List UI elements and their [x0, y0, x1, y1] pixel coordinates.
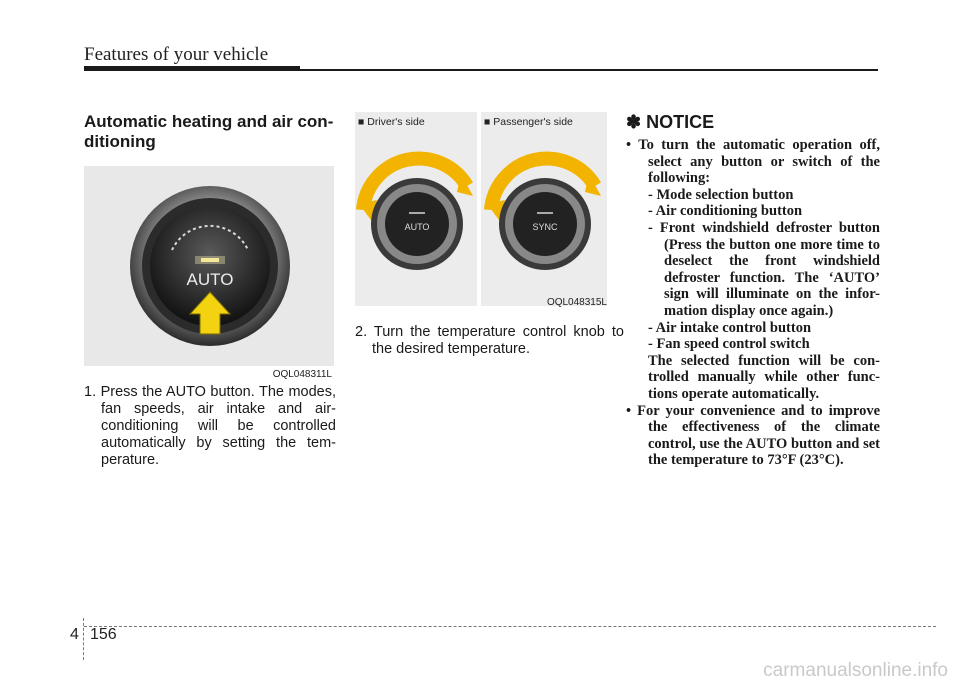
- notice-bullet-1-outro: The selected function will be con-trolled manually while other func-tions operate automatically.: [648, 352, 880, 402]
- list-item: - Front windshield defroster button (Press the button one more time to deselect the front windshield defroster function. The ‘AUTO’ sign will illuminate on the infor-mation display once again.): [648, 219, 880, 319]
- left-column: [84, 112, 336, 469]
- figure-code: OQL048315L: [546, 297, 607, 308]
- driver-knob-label: AUTO: [404, 222, 430, 232]
- step-1: 1. Press the AUTO button. The modes, fan speeds, air intake and air-conditioning will be controlled automatically by setting the tem-perature.: [84, 384, 336, 468]
- notice-list: [626, 187, 880, 403]
- notice-heading: ✽ NOTICE: [626, 112, 715, 132]
- auto-button-figure: [84, 166, 334, 380]
- header-title: Features of your vehicle: [84, 44, 269, 65]
- passenger-knob-label: SYNC: [532, 222, 558, 232]
- notice-bullet-2: • For your convenience and to improve the effectiveness of the climate control, use the AUTO button and set the temperature to 73°F (23°C).: [626, 402, 880, 469]
- step-2: 2. Turn the temperature control knob to the desired temperature.: [355, 324, 624, 357]
- header-rule: [300, 69, 878, 71]
- driver-label: ■ Driver's side: [358, 116, 425, 128]
- chapter-number: 4: [70, 626, 79, 643]
- driver-panel: [355, 112, 477, 306]
- passenger-knob-illustration: [481, 112, 607, 306]
- passenger-label: ■ Passenger's side: [484, 116, 573, 128]
- auto-button-illustration: [84, 166, 334, 366]
- list-item: - Fan speed control switch: [648, 336, 810, 353]
- auto-button-label: AUTO: [186, 270, 234, 289]
- header-bar: [84, 66, 300, 71]
- list-item: - Mode selection button: [648, 186, 794, 203]
- notice-bullet-1: [626, 137, 880, 187]
- notice-body: [626, 137, 880, 469]
- watermark: carmanualsonline.info: [763, 660, 948, 681]
- passenger-panel: [481, 112, 607, 306]
- page-number: 156: [90, 626, 117, 643]
- footer-rule: [84, 626, 936, 627]
- list-item: - Air intake control button: [648, 319, 812, 336]
- driver-knob-illustration: [355, 112, 477, 306]
- page-separator: [83, 618, 84, 660]
- notice-bullet-1-intro: • To turn the automatic operation off, select any button or switch of the following:: [626, 137, 880, 187]
- section-heading: Automatic heating and air con-ditioning: [84, 112, 334, 151]
- notice-column: [626, 112, 880, 469]
- figure-code: OQL048311L: [272, 369, 332, 380]
- list-item: - Air conditioning button: [648, 203, 803, 220]
